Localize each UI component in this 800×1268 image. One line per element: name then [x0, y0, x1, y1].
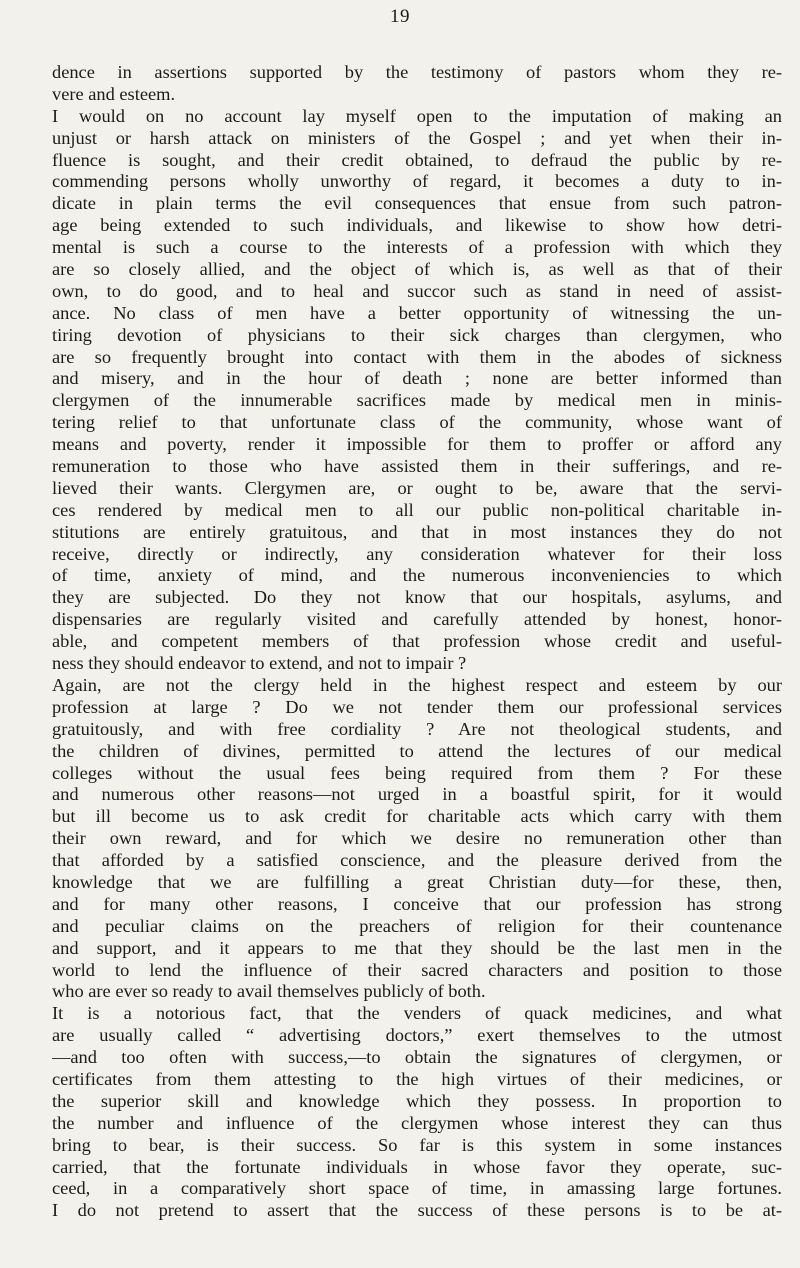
text-line: stitutions are entirely gratuitous, and that in most instances they do not: [52, 521, 782, 542]
text-line: clergymen of the innumerable sacrifices made by medical men in minis-: [52, 390, 782, 411]
text-line: Again, are not the clergy held in the highest respect and esteem by our: [52, 674, 782, 695]
text-line: and numerous other reasons—not urged in a boastful spirit, for it would: [52, 784, 782, 805]
text-line: ness they should endeavor to extend, and not to impair ?: [52, 653, 467, 674]
text-line: able, and competent members of that profession whose credit and useful-: [52, 631, 782, 652]
text-line: It is a notorious fact, that the venders of quack medicines, and what: [52, 1003, 782, 1024]
text-line: and peculiar claims on the preachers of religion for their countenance: [52, 915, 782, 936]
text-line: certificates from them attesting to the high virtues of their medicines, or: [52, 1068, 782, 1089]
text-line: mental is such a course to the interests of a profession with which they: [52, 237, 782, 258]
text-line: colleges without the usual fees being required from them ? For these: [52, 762, 782, 783]
text-line: ceed, in a comparatively short space of time, in amassing large fortunes.: [52, 1178, 782, 1199]
text-line: and misery, and in the hour of death ; none are better informed than: [52, 368, 782, 389]
text-line: world to lend the influence of their sacred characters and position to those: [52, 959, 782, 980]
text-line: dicate in plain terms the evil consequences that ensue from such patron-: [52, 193, 782, 214]
text-line: their own reward, and for which we desire no remuneration other than: [52, 828, 782, 849]
page-number: 19: [390, 6, 410, 27]
text-line: are usually called “ advertising doctors,” exert themselves to the utmost: [52, 1025, 782, 1046]
text-line: dispensaries are regularly visited and carefully attended by honest, honor-: [52, 609, 782, 630]
text-line: carried, that the fortunate individuals in whose favor they operate, suc-: [52, 1156, 782, 1177]
text-line: the superior skill and knowledge which they possess. In proportion to: [52, 1090, 782, 1111]
text-line: profession at large ? Do we not tender them our professional services: [52, 696, 782, 717]
text-line: bring to bear, is their success. So far is this system in some instances: [52, 1134, 782, 1155]
text-line: are so closely allied, and the object of which is, as well as that of their: [52, 259, 782, 280]
text-line: fluence is sought, and their credit obtained, to defraud the public by re-: [52, 149, 782, 170]
body-text: [52, 62, 782, 1222]
text-line: are so frequently brought into contact with them in the abodes of sickness: [52, 346, 782, 367]
text-line: of time, anxiety of mind, and the numerous inconveniencies to which: [52, 565, 782, 586]
text-line: I do not pretend to assert that the success of these persons is to be at-: [52, 1200, 782, 1221]
text-line: that afforded by a satisfied conscience, and the pleasure derived from the: [52, 850, 782, 871]
text-line: tiring devotion of physicians to their sick charges than clergymen, who: [52, 324, 782, 345]
text-line: and for many other reasons, I conceive that our profession has strong: [52, 893, 782, 914]
text-line: dence in assertions supported by the testimony of pastors whom they re-: [52, 62, 782, 82]
text-line: receive, directly or indirectly, any consideration whatever for their loss: [52, 543, 782, 564]
text-line: lieved their wants. Clergymen are, or ought to be, aware that the servi-: [52, 477, 782, 498]
text-line: the children of divines, permitted to attend the lectures of our medical: [52, 740, 782, 761]
text-line: age being extended to such individuals, and likewise to show how detri-: [52, 215, 782, 236]
text-line: I would on no account lay myself open to the imputation of making an: [52, 105, 782, 126]
text-line: and support, and it appears to me that they should be the last men in the: [52, 937, 782, 958]
text-line: means and poverty, render it impossible for them to proffer or afford any: [52, 434, 782, 455]
text-line: —and too often with success,—to obtain the signatures of clergymen, or: [52, 1047, 782, 1068]
text-line: but ill become us to ask credit for charitable acts which carry with them: [52, 806, 782, 827]
text-line: they are subjected. Do they not know that our hospitals, asylums, and: [52, 587, 782, 608]
text-line: tering relief to that unfortunate class of the community, whose want of: [52, 412, 782, 433]
text-line: gratuitously, and with free cordiality ? Are not theological students, and: [52, 718, 782, 739]
text-line: commending persons wholly unworthy of regard, it becomes a duty to in-: [52, 171, 782, 192]
text-line: remuneration to those who have assisted them in their sufferings, and re-: [52, 456, 782, 477]
text-line: the number and influence of the clergymen whose interest they can thus: [52, 1112, 782, 1133]
text-line: who are ever so ready to avail themselves publicly of both.: [52, 981, 486, 1002]
text-line: unjust or harsh attack on ministers of the Gospel ; and yet when their in-: [52, 127, 782, 148]
text-line: vere and esteem.: [52, 83, 176, 104]
text-line: ance. No class of men have a better opportunity of witnessing the un-: [52, 302, 782, 323]
text-line: knowledge that we are fulfilling a great Christian duty—for these, then,: [52, 871, 782, 892]
text-line: ces rendered by medical men to all our public non-political charitable in-: [52, 499, 782, 520]
text-line: own, to do good, and to heal and succor such as stand in need of assist-: [52, 280, 782, 301]
